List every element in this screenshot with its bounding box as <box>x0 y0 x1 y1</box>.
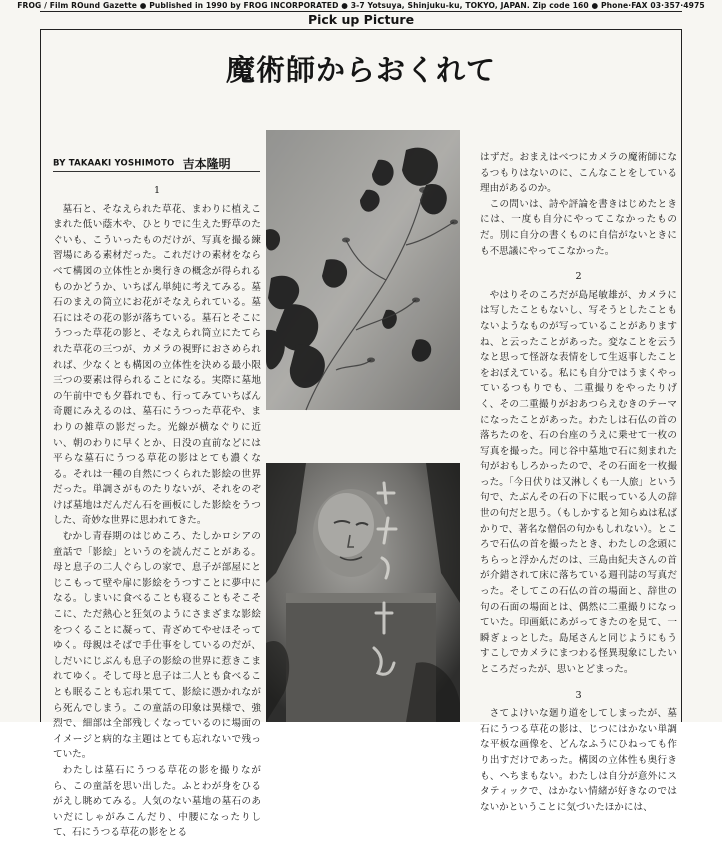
page-frame-left <box>40 29 41 722</box>
paragraph: はずだ。おまえはべつにカメラの魔術師になるつもりはないのに、こんなことをしている理由があるのか。 <box>480 152 677 195</box>
photo-gravestone-image <box>266 130 460 410</box>
paragraph: やはりそのころだが島尾敏雄が、カメラには写したこともないし、写そうとしたこともないようなものが写っていることがありますね、と云ったことがあった。変なことを云うなと思って怪訝な表情をして生返事したことをおぼえている。私にも自分ではうまくやっているつもりでも、二重撮りをやったりげく、その二重撮りがおあつらえむきのテーマになったことがあった。わたしは石仏の首の落ちたのを、石の台座のうえに乗せて一枚の写真を撮った。同じ谷中墓地で石に刻まれた句がおもしろかったので、その石面を一枚撮った。「今日伏りは又淋しくも一人旅」という句で、たぶんその石の下に眠っている人の辞世の句だと思う。（もしかすると知らぬは私ばかりで、著名な僧侶の句かもしれない）。ところで石仏の首を撮ったとき、わたしの念頭にちらっと浮かんだのは、三島由紀夫さんの首が介錯されて床に落ちている週刊誌の写真だった。そしてこの石仏の首の場面と、辞世の句の石面の場面とは、偶然に二重撮りになっていた。印画紙にあがってきたのを見て、一瞬ぎょっとした。島尾さんと同じようにもうすこしでカメラにまつわる怪異現象にしたいところだったが、思いとどまった。 <box>480 289 677 675</box>
paragraph: わたしは墓石にうつる草花の影を撮りながら、この童話を思い出した。ふとわが身をひるがえし眺めてみる。人気のない墓地の墓石のあいだにしゃがみこんだり、中腰になったりして、石にうつる草花の影をとる <box>53 764 261 839</box>
section-rule <box>40 29 682 30</box>
page-frame-right <box>681 29 682 722</box>
article-headline: 魔術師からおくれて <box>225 53 496 87</box>
photo-gravestone-shadows <box>266 130 460 410</box>
section-number: 2 <box>575 271 582 283</box>
text-column-right <box>480 150 677 813</box>
byline-english: BY TAKAAKI YOSHIMOTO <box>53 158 175 169</box>
masthead: FROG / Film ROund Gazette ● Published in 1990 by FROG INCORPORATED ● 3-7 Yotsuya, Shinjuku-ku, TOKYO, JAPAN. Zip code 160 ● Phone·FAX 03·357·4975 <box>17 1 705 10</box>
photo-stone-buddha <box>266 463 460 722</box>
section-number: 3 <box>575 689 582 701</box>
paragraph: この問いは、詩や評論を書きはじめたときには、一度も自分にやってこなかったものだ。別に自分の書くものに自信がないときにも不思議にやってこなかった。 <box>480 198 677 257</box>
byline-rule <box>53 171 260 172</box>
paragraph: むかし青春期のはじめころ、たしかロシアの童話で「影絵」というのを読んだことがある。母と息子の二人ぐらしの家で、息子が部屋にとじこもって壁や扉に影絵をうつすことに夢中になる。しまいに食べることも寝ることもそこそこに、ただ熱心と狂気のようにさまざまな影絵をつくることに凝って、青ざめてやせほそってゆく。母親はそばで手仕事をしているのだが、しだいにじぶんも息子の影絵の世界に惹きこまれてゆく。そして母と息子は二人とも食べることも眠ることも忘れ果てて、影絵に憑かれながら死んでしまう。この童話の印象は異様で、強烈で、細部は全部残しくなっているのに場面のイメージと病的な主題はとても忘れないで残っていた。 <box>53 531 261 761</box>
section-number: 1 <box>153 185 161 196</box>
byline <box>53 153 263 169</box>
section-label: Pick up Picture <box>307 12 415 27</box>
photo-stone-buddha-image <box>266 463 460 722</box>
text-column-left <box>53 180 261 839</box>
byline-author: 吉本隆明 <box>182 157 231 171</box>
paragraph: さてよけいな廻り道をしてしまったが、墓石にうつる草花の影は、じつにはかない単調な平板な画像を、どんなふうにひねっても作り出すだけであった。構図の立体性も奥行きも、へちまもない。わたしは自分が意外にスタティックで、はかない情緒が好きなのではないかということに気づいたほかには、 <box>480 708 677 813</box>
paragraph: 墓石と、そなえられた草花、まわりに植えこまれた低い蔭木や、ひとりでに生えた野草のたぐいも、こういったものだけが、写真を撮る練習場にある素材だった。これだけの素材をならべて構図の立体性とか奥行きの概念が得られるものかどうか、いちばん単純に考えてみる。墓石のまえの筒立にお花がそなえられている。墓石にはその花の影が落ちている。墓石とそこにうつった草花の影と、そなえられ筒立にたてられた草花の三つが、カメラの視野におさめられれば、少なくとも構図の立体性を決める最小限三つの要素は得られることになる。実際に墓地の午前中でも夕暮れでも、行ってみていちばん奇麗にみえるのは、墓石にうつった草花や、まわりの雑草の影だった。光線が横なぐりに近い、朝のわりに早くとか、日没の直前などには平らな墓石にうつる草花の影はとても濃くなる。それは一種の自然につくられた影絵の世界だった。単調さがものたりないが、それをのぞけば墓地はだんだん石を画板にした影絵をうつした、奇妙な世界に思われてきた。 <box>53 203 261 527</box>
